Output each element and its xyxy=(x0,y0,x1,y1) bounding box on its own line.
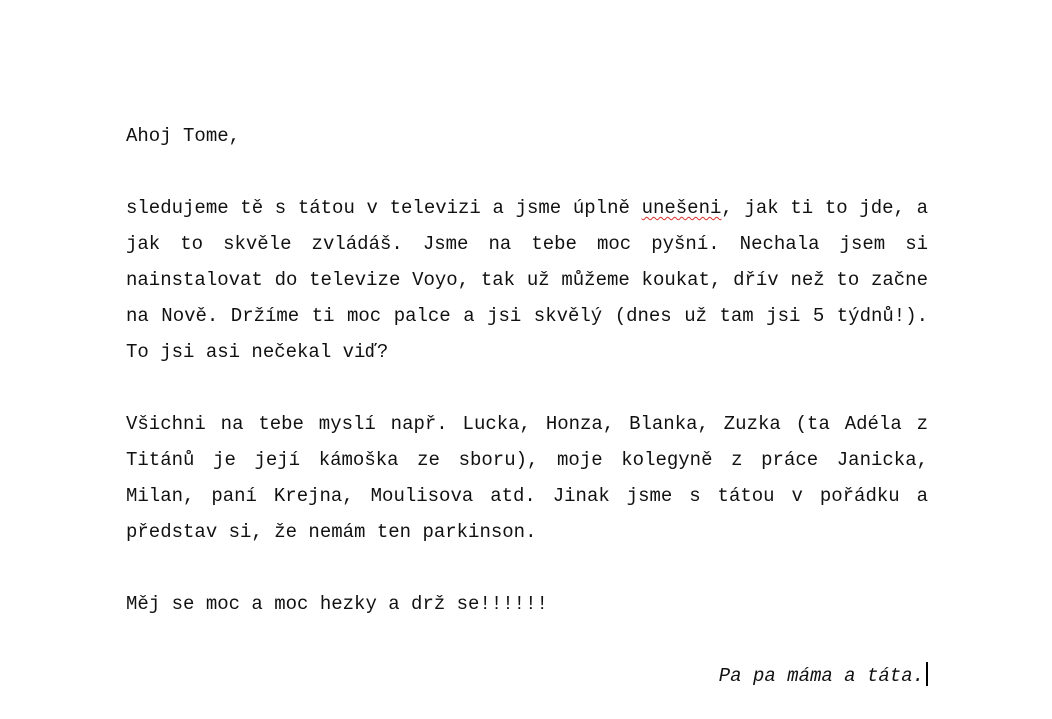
paragraph-1-text-start: sledujeme tě s tátou v televizi a jsme úplně xyxy=(126,197,642,219)
misspelled-word[interactable]: unešeni xyxy=(641,197,722,219)
text-cursor xyxy=(926,662,928,686)
letter-greeting: Ahoj Tome, xyxy=(126,125,241,147)
letter-signature-line xyxy=(126,658,928,694)
letter-body[interactable] xyxy=(126,118,928,694)
letter-closing-wish: Měj se moc a moc hezky a drž se!!!!!! xyxy=(126,593,548,615)
letter-signature: Pa pa máma a táta. xyxy=(718,665,924,687)
letter-paragraph-2: Všichni na tebe myslí např. Lucka, Honza, Blanka, Zuzka (ta Adéla z Titánů je její kámoška ze sboru), moje kolegyně z práce Janicka, Milan, paní Krejna, Moulisova atd. Jinak jsme s tátou v pořádku a představ si, že nemám ten parkinson. xyxy=(126,413,928,543)
paragraph-1-text-end: , jak ti to jde, a jak to skvěle zvládáš. Jsme na tebe moc pyšní. Nechala jsem si nainstalovat do televize Voyo, tak už můžeme koukat, dřív než to začne na Nově. Držíme ti moc palce a jsi skvělý (dnes už tam jsi 5 týdnů!). To jsi asi nečekal viď? xyxy=(126,197,928,363)
letter-paragraph-1 xyxy=(126,190,928,370)
